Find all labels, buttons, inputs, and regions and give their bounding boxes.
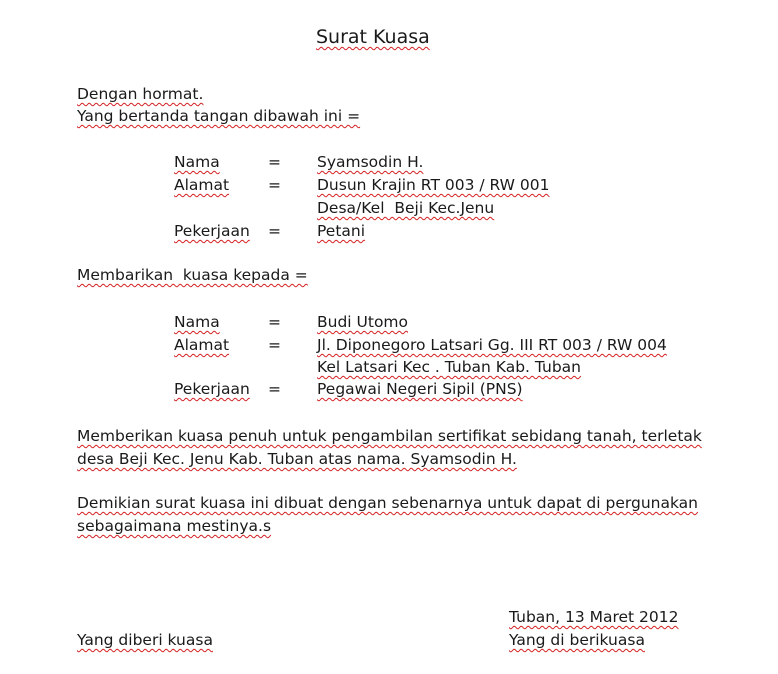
grantee-address-separator: =	[268, 336, 281, 354]
grantor-job-separator: =	[268, 222, 281, 240]
grantee-name-value: Budi Utomo	[317, 313, 409, 331]
grantor-address-label: Alamat	[174, 176, 230, 194]
body-paragraph-1-line-1: Memberikan kuasa penuh untuk pengambilan sertifikat sebidang tanah, terletak	[77, 427, 702, 445]
grantee-address-line2: Kel Latsari Kec . Tuban Kab. Tuban	[317, 358, 581, 376]
body-paragraph-2-line-1: Demikian surat kuasa ini dibuat dengan sebenarnya untuk dapat di pergunakan	[77, 494, 698, 512]
left-signature-label: Yang diberi kuasa	[77, 631, 213, 649]
body-paragraph-1-line-2: desa Beji Kec. Jenu Kab. Tuban atas nama. Syamsodin H.	[77, 450, 517, 468]
grantee-job-separator: =	[268, 380, 281, 398]
grantor-job-value: Petani	[317, 222, 366, 240]
grantee-job-value: Pegawai Negeri Sipil (PNS)	[317, 380, 523, 398]
greeting-text: Dengan hormat.	[77, 85, 204, 103]
grantee-name-separator: =	[268, 313, 281, 331]
grantor-name-value: Syamsodin H.	[317, 153, 424, 171]
grantor-name-label: Nama	[174, 153, 220, 171]
intro-text: Yang bertanda tangan dibawah ini =	[77, 107, 361, 125]
right-signature-label: Yang di berikuasa	[509, 631, 645, 649]
grantee-address-line1: Jl. Diponegoro Latsari Gg. III RT 003 / RW 004	[317, 336, 667, 354]
grantee-name-label: Nama	[174, 313, 220, 331]
grantor-name-separator: =	[268, 153, 281, 171]
grantor-address-line1: Dusun Krajin RT 003 / RW 001	[317, 176, 550, 194]
grant-intro-text: Membarikan kuasa kepada =	[77, 266, 308, 284]
place-date: Tuban, 13 Maret 2012	[509, 608, 679, 626]
document-title: Surat Kuasa	[316, 26, 430, 48]
grantor-job-label: Pekerjaan	[174, 222, 250, 240]
grantee-job-label: Pekerjaan	[174, 380, 250, 398]
body-paragraph-2-line-2: sebagaimana mestinya.s	[77, 517, 272, 535]
grantor-address-line2: Desa/Kel Beji Kec.Jenu	[317, 199, 495, 217]
grantee-address-label: Alamat	[174, 336, 230, 354]
grantor-address-separator: =	[268, 176, 281, 194]
